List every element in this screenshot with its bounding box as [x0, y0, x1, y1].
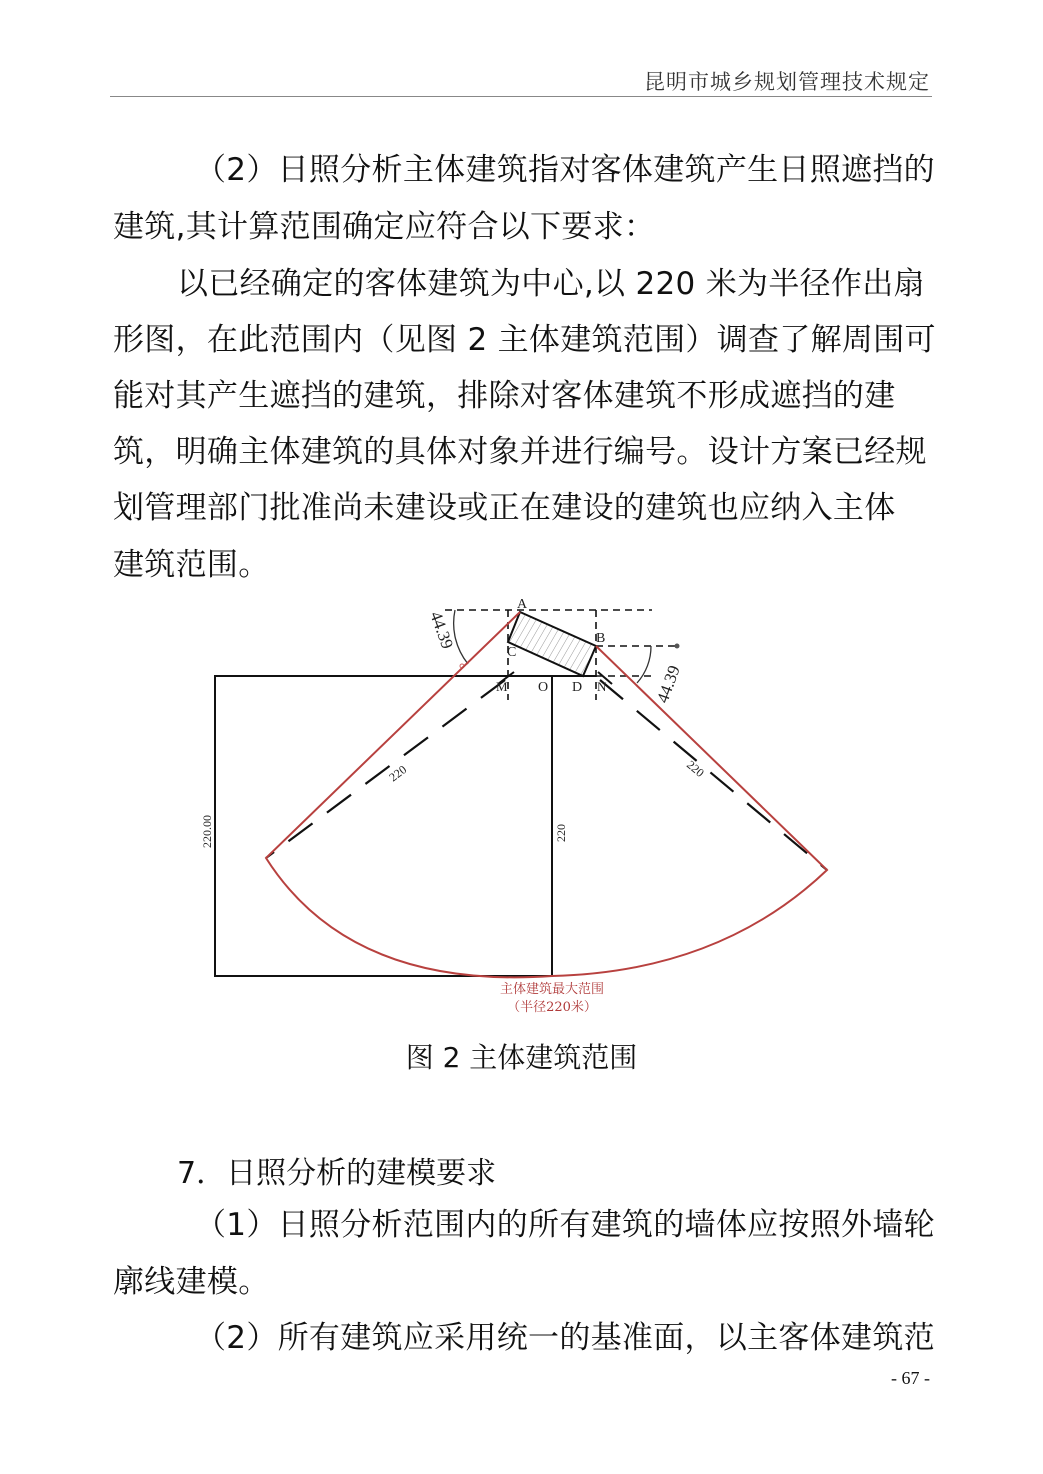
- range-label: 主体建筑最大范围: [499, 982, 605, 997]
- building-outline: [508, 612, 596, 676]
- text-line: （2）所有建筑应采用统一的基准面，以主客体建筑范: [195, 1320, 935, 1356]
- reference-box: [215, 676, 552, 976]
- point-label-b: B: [596, 631, 606, 646]
- point-label-a: A: [517, 597, 528, 612]
- header-divider: [110, 96, 932, 97]
- angle-label-right: 44.39: [652, 662, 684, 706]
- point-label-c: C: [507, 645, 517, 660]
- text-line: 廓线建模。: [113, 1264, 270, 1300]
- radius-label-left: 220: [386, 762, 410, 785]
- text-line: 形图，在此范围内（见图 2 主体建筑范围）调查了解周围可: [113, 322, 936, 358]
- text-line: 划管理部门批准尚未建设或正在建设的建筑也应纳入主体: [113, 490, 896, 526]
- radius-label-right: 220: [684, 757, 707, 780]
- text-line: 筑，明确主体建筑的具体对象并进行编号。设计方案已经规: [113, 434, 927, 470]
- angle-arc-left: [454, 610, 468, 664]
- page-number: - 67 -: [891, 1368, 930, 1388]
- document-title: 昆明市城乡规划管理技术规定: [644, 70, 930, 94]
- text-line: 建筑,其计算范围确定应符合以下要求：: [113, 209, 656, 245]
- point-label-n: N: [597, 679, 607, 694]
- point-label-d: D: [572, 680, 583, 695]
- text-line: 以已经确定的客体建筑为中心,以 220 米为半径作出扇: [177, 266, 925, 302]
- radius-dashed-left: [266, 680, 505, 858]
- text-line: （1）日照分析范围内的所有建筑的墙体应按照外墙轮: [195, 1207, 935, 1243]
- b-dimension-dot: [675, 644, 680, 649]
- radius-dashed-right: [600, 680, 827, 870]
- text-line: （2）日照分析主体建筑指对客体建筑产生日照遮挡的: [195, 152, 935, 188]
- section-heading: 7．日照分析的建模要求: [177, 1156, 497, 1191]
- range-label-radius: （半径220米）: [507, 1000, 597, 1015]
- figure-caption: 图 2 主体建筑范围: [405, 1041, 638, 1074]
- box-height-label: 220.00: [200, 815, 214, 848]
- angle-arc-right: [637, 646, 651, 683]
- text-line: 建筑范围。: [113, 547, 270, 583]
- radius-label-center: 220: [554, 824, 568, 842]
- point-label-o: O: [538, 680, 549, 695]
- angle-label-left: 44.39: [426, 608, 458, 652]
- point-label-m: M: [496, 679, 508, 694]
- sector-range-diagram: [0, 580, 1043, 1020]
- text-line: 能对其产生遮挡的建筑，排除对客体建筑不形成遮挡的建: [113, 378, 896, 414]
